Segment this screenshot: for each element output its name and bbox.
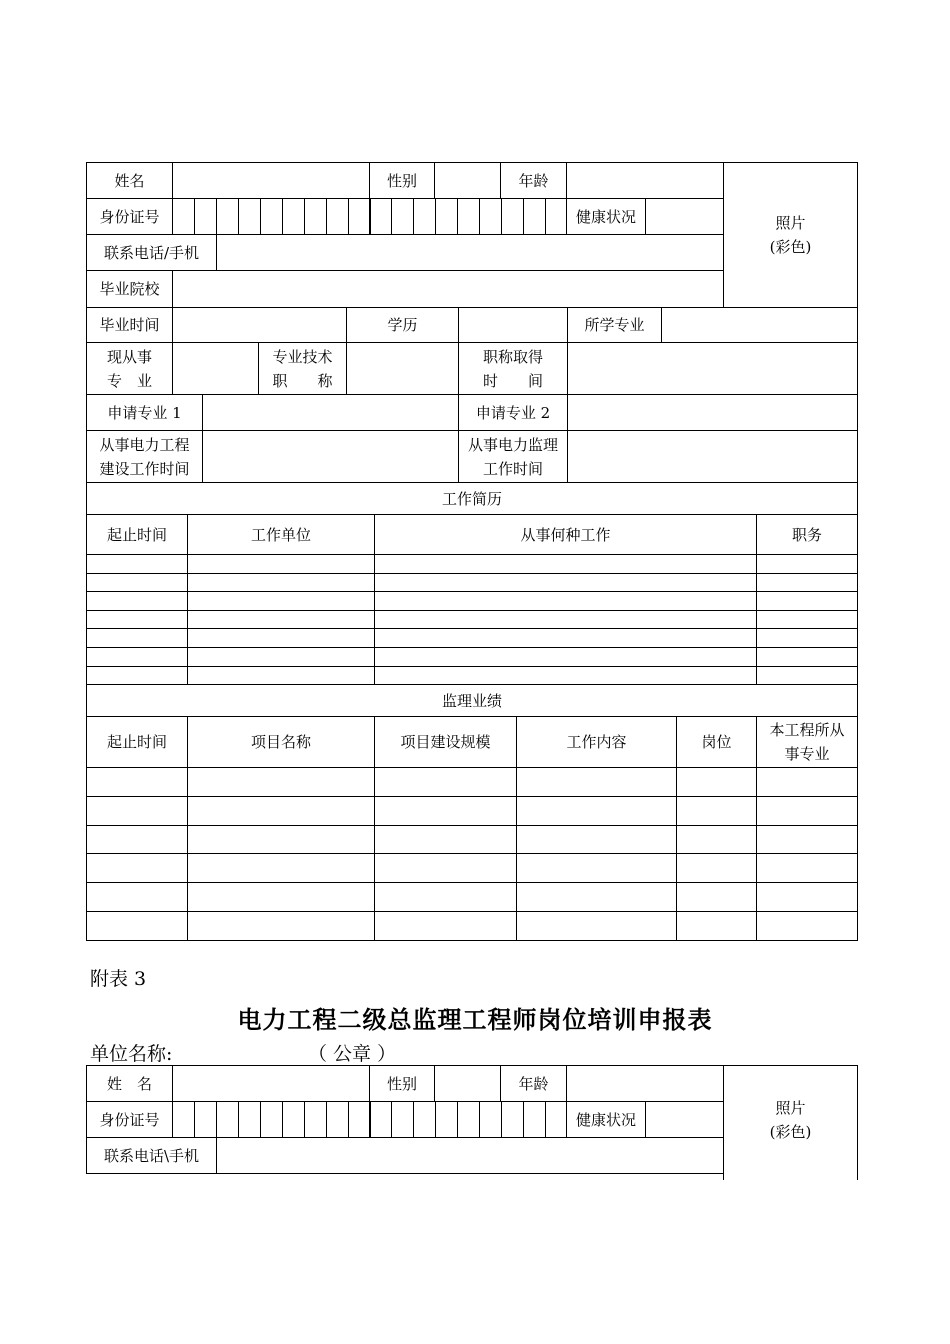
resume-cell[interactable]: [756, 666, 858, 686]
performance-cell[interactable]: [187, 767, 375, 797]
performance-cell[interactable]: [86, 853, 188, 883]
photo-box-2[interactable]: [723, 1065, 858, 1180]
photo-box[interactable]: [723, 162, 858, 308]
id-digit-cell[interactable]: [370, 1101, 393, 1138]
id-label-text: 身份证号: [99, 207, 160, 226]
education-label: [346, 307, 459, 343]
age-label-2: [500, 1065, 567, 1102]
resume-cell[interactable]: [374, 628, 757, 648]
current-major-label: [86, 342, 173, 395]
perf-col-specialty: [756, 716, 858, 768]
id-digit-cell[interactable]: [457, 198, 480, 235]
perf-col-role: [676, 716, 757, 768]
performance-cell[interactable]: [756, 796, 858, 826]
resume-col-position-text: 职务: [791, 525, 822, 544]
phone-label: [86, 234, 217, 271]
gender-field-2[interactable]: [434, 1065, 501, 1102]
health-field-2[interactable]: [645, 1101, 724, 1138]
resume-cell[interactable]: [187, 628, 375, 648]
id-digit-cell[interactable]: [216, 198, 239, 235]
id-digit-cell[interactable]: [172, 198, 195, 235]
power-work-time-field[interactable]: [202, 430, 459, 483]
resume-section-header: [86, 482, 858, 515]
id-digit-cell[interactable]: [348, 1101, 371, 1138]
performance-header-text: 监理业绩: [441, 691, 502, 710]
perf-col-content-text: 工作内容: [566, 733, 627, 751]
id-digit-cell[interactable]: [479, 1101, 502, 1138]
gender-label-text: 性别: [386, 171, 417, 190]
id-digit-cell[interactable]: [523, 198, 546, 235]
id-digit-cell[interactable]: [413, 198, 436, 235]
apply-major2-field[interactable]: [567, 394, 858, 431]
performance-section-header: [86, 684, 858, 717]
grad-time-label: [86, 307, 173, 343]
id-digit-cell[interactable]: [413, 1101, 436, 1138]
performance-cell[interactable]: [516, 911, 677, 941]
id-digit-cell[interactable]: [457, 1101, 480, 1138]
resume-cell[interactable]: [86, 554, 188, 574]
performance-cell[interactable]: [374, 825, 517, 855]
major-field[interactable]: [661, 307, 858, 343]
id-digit-cell[interactable]: [501, 1101, 524, 1138]
age-field-2[interactable]: [566, 1065, 724, 1102]
performance-cell[interactable]: [86, 825, 188, 855]
performance-cell[interactable]: [756, 825, 858, 855]
resume-cell[interactable]: [374, 554, 757, 574]
perf-col-project-text: 项目名称: [250, 733, 311, 751]
resume-cell[interactable]: [86, 610, 188, 630]
health-label-text: 健康状况: [575, 207, 636, 226]
title-time-line2: 时 间: [482, 371, 543, 390]
performance-cell[interactable]: [676, 767, 757, 797]
phone-field-2[interactable]: [216, 1137, 724, 1174]
performance-cell[interactable]: [374, 882, 517, 912]
id-digit-cell[interactable]: [282, 198, 305, 235]
performance-cell[interactable]: [187, 853, 375, 883]
perf-col-scale: [374, 716, 517, 768]
gender-label: [369, 162, 435, 199]
id-digit-cell[interactable]: [545, 1101, 568, 1138]
performance-cell[interactable]: [676, 911, 757, 941]
performance-cell[interactable]: [516, 825, 677, 855]
photo-color-note-2: (彩色): [769, 1123, 812, 1141]
perf-col-role-text: 岗位: [701, 733, 732, 751]
id-label-2: [86, 1101, 173, 1138]
major-label-text: 所学专业: [584, 316, 645, 334]
performance-cell[interactable]: [756, 767, 858, 797]
perf-col-content: [516, 716, 677, 768]
performance-cell[interactable]: [86, 767, 188, 797]
power-work-time-label: [86, 430, 203, 483]
name-label-2-text: 姓 名: [106, 1074, 152, 1093]
resume-cell[interactable]: [187, 591, 375, 611]
school-field[interactable]: [172, 270, 724, 308]
performance-cell[interactable]: [756, 911, 858, 941]
id-digit-cell[interactable]: [479, 198, 502, 235]
id-digit-cell[interactable]: [370, 198, 393, 235]
id-digit-cell[interactable]: [326, 198, 349, 235]
id-digit-cell[interactable]: [260, 198, 283, 235]
resume-cell[interactable]: [86, 628, 188, 648]
id-digit-cell[interactable]: [501, 198, 524, 235]
id-digit-cell[interactable]: [194, 198, 217, 235]
phone-label-2: [86, 1137, 217, 1174]
power-work-line2: 建设工作时间: [99, 459, 190, 478]
apply-major2-label-text: 申请专业 2: [475, 403, 551, 422]
resume-col-period: [86, 514, 188, 555]
id-label: [86, 198, 173, 235]
health-label-2: [566, 1101, 646, 1138]
age-field[interactable]: [566, 162, 724, 199]
id-digit-cell[interactable]: [282, 1101, 305, 1138]
perf-col-period: [86, 716, 188, 768]
performance-cell[interactable]: [676, 882, 757, 912]
id-digit-cell[interactable]: [391, 198, 414, 235]
resume-cell[interactable]: [187, 610, 375, 630]
resume-col-employer-text: 工作单位: [250, 525, 311, 544]
resume-cell[interactable]: [756, 554, 858, 574]
performance-cell[interactable]: [86, 911, 188, 941]
school-label: [86, 270, 173, 308]
photo-label: 照片: [775, 214, 806, 232]
performance-cell[interactable]: [187, 825, 375, 855]
id-digit-cell[interactable]: [238, 1101, 261, 1138]
perf-col-scale-text: 项目建设规模: [400, 733, 491, 751]
performance-cell[interactable]: [187, 796, 375, 826]
apply-major2-label: [458, 394, 568, 431]
major-label: [567, 307, 662, 343]
performance-cell[interactable]: [374, 767, 517, 797]
photo-color-note: (彩色): [769, 238, 812, 256]
gender-label-2-text: 性别: [386, 1074, 417, 1093]
photo-label-2: 照片: [775, 1099, 806, 1117]
id-digit-cell[interactable]: [348, 198, 371, 235]
appendix-label: 附表 3: [90, 968, 147, 990]
name-field[interactable]: [172, 162, 370, 199]
resume-cell[interactable]: [86, 573, 188, 593]
age-label-2-text: 年龄: [518, 1074, 549, 1093]
education-label-text: 学历: [387, 316, 418, 334]
perf-col-project: [187, 716, 375, 768]
resume-cell[interactable]: [86, 666, 188, 686]
perf-col-period-text: 起止时间: [106, 733, 167, 751]
performance-cell[interactable]: [516, 882, 677, 912]
resume-col-work: [374, 514, 757, 555]
grad-time-label-text: 毕业时间: [99, 316, 160, 334]
resume-cell[interactable]: [756, 610, 858, 630]
resume-col-period-text: 起止时间: [106, 525, 167, 544]
performance-cell[interactable]: [86, 796, 188, 826]
performance-cell[interactable]: [756, 853, 858, 883]
tech-title-field[interactable]: [346, 342, 459, 395]
performance-cell[interactable]: [676, 796, 757, 826]
resume-cell[interactable]: [374, 647, 757, 667]
name-field-2[interactable]: [172, 1065, 370, 1102]
supervise-work-line2: 工作时间: [482, 459, 543, 478]
seal-label: （ 公章 ）: [308, 1043, 397, 1065]
title-time-line1: 职称取得: [482, 347, 543, 366]
id-digit-cell[interactable]: [523, 1101, 546, 1138]
health-field[interactable]: [645, 198, 724, 235]
tech-title-line2: 职 称: [272, 371, 333, 390]
name-label-2: [86, 1065, 173, 1102]
id-digit-cell[interactable]: [238, 198, 261, 235]
current-major-field[interactable]: [172, 342, 259, 395]
tech-title-label: [258, 342, 347, 395]
supervise-work-time-field[interactable]: [567, 430, 858, 483]
resume-cell[interactable]: [374, 591, 757, 611]
resume-cell[interactable]: [86, 647, 188, 667]
resume-cell[interactable]: [756, 591, 858, 611]
id-digit-cell[interactable]: [304, 198, 327, 235]
resume-cell[interactable]: [756, 628, 858, 648]
resume-cell[interactable]: [187, 554, 375, 574]
phone-label-2-text: 联系电话\手机: [103, 1146, 200, 1165]
resume-col-position: [756, 514, 858, 555]
age-label: [500, 162, 567, 199]
unit-name-label: 单位名称:: [90, 1043, 173, 1065]
grad-time-field[interactable]: [172, 307, 347, 343]
form-title: 电力工程二级总监理工程师岗位培训申报表: [237, 1005, 713, 1034]
performance-cell[interactable]: [756, 882, 858, 912]
id-digit-cell[interactable]: [172, 1101, 195, 1138]
resume-cell[interactable]: [374, 610, 757, 630]
title-time-label: [458, 342, 568, 395]
id-label-2-text: 身份证号: [99, 1110, 160, 1129]
education-field[interactable]: [458, 307, 568, 343]
apply-major1-label: [86, 394, 203, 431]
performance-cell[interactable]: [676, 853, 757, 883]
apply-major1-label-text: 申请专业 1: [107, 403, 182, 422]
resume-cell[interactable]: [187, 666, 375, 686]
current-major-line1: 现从事: [106, 347, 152, 366]
performance-cell[interactable]: [676, 825, 757, 855]
id-digit-cell[interactable]: [304, 1101, 327, 1138]
apply-major1-field[interactable]: [202, 394, 459, 431]
resume-cell[interactable]: [756, 573, 858, 593]
resume-cell[interactable]: [756, 647, 858, 667]
health-label-2-text: 健康状况: [575, 1110, 636, 1129]
name-label-text: 姓名: [114, 171, 145, 190]
current-major-line2: 专 业: [106, 371, 152, 390]
id-digit-cell[interactable]: [260, 1101, 283, 1138]
performance-cell[interactable]: [516, 767, 677, 797]
resume-cell[interactable]: [187, 647, 375, 667]
health-label: [566, 198, 646, 235]
resume-cell[interactable]: [187, 573, 375, 593]
id-digit-cell[interactable]: [326, 1101, 349, 1138]
performance-cell[interactable]: [86, 882, 188, 912]
id-digit-cell[interactable]: [391, 1101, 414, 1138]
id-digit-cell[interactable]: [545, 198, 568, 235]
title-time-field[interactable]: [567, 342, 858, 395]
school-label-text: 毕业院校: [99, 280, 160, 298]
id-digit-cell[interactable]: [194, 1101, 217, 1138]
resume-cell[interactable]: [374, 666, 757, 686]
gender-label-2: [369, 1065, 435, 1102]
resume-cell[interactable]: [86, 591, 188, 611]
performance-cell[interactable]: [187, 882, 375, 912]
performance-cell[interactable]: [374, 796, 517, 826]
age-label-text: 年龄: [518, 171, 549, 190]
id-digit-cell[interactable]: [435, 1101, 458, 1138]
perf-col-specialty-text: 本工程所从事专业: [769, 721, 845, 763]
power-work-line1: 从事电力工程: [99, 435, 190, 454]
performance-cell[interactable]: [516, 796, 677, 826]
supervise-work-time-label: [458, 430, 568, 483]
phone-label-text: 联系电话/手机: [103, 243, 200, 262]
resume-cell[interactable]: [374, 573, 757, 593]
resume-col-work-text: 从事何种工作: [520, 525, 611, 544]
performance-cell[interactable]: [187, 911, 375, 941]
id-digit-cell[interactable]: [216, 1101, 239, 1138]
gender-field[interactable]: [434, 162, 501, 199]
phone-field[interactable]: [216, 234, 724, 271]
tech-title-line1: 专业技术: [272, 347, 333, 366]
performance-cell[interactable]: [374, 853, 517, 883]
performance-cell[interactable]: [374, 911, 517, 941]
name-label: [86, 162, 173, 199]
performance-cell[interactable]: [516, 853, 677, 883]
supervise-work-line1: 从事电力监理: [467, 435, 558, 454]
id-digit-cell[interactable]: [435, 198, 458, 235]
resume-col-employer: [187, 514, 375, 555]
resume-header-text: 工作简历: [441, 489, 502, 508]
